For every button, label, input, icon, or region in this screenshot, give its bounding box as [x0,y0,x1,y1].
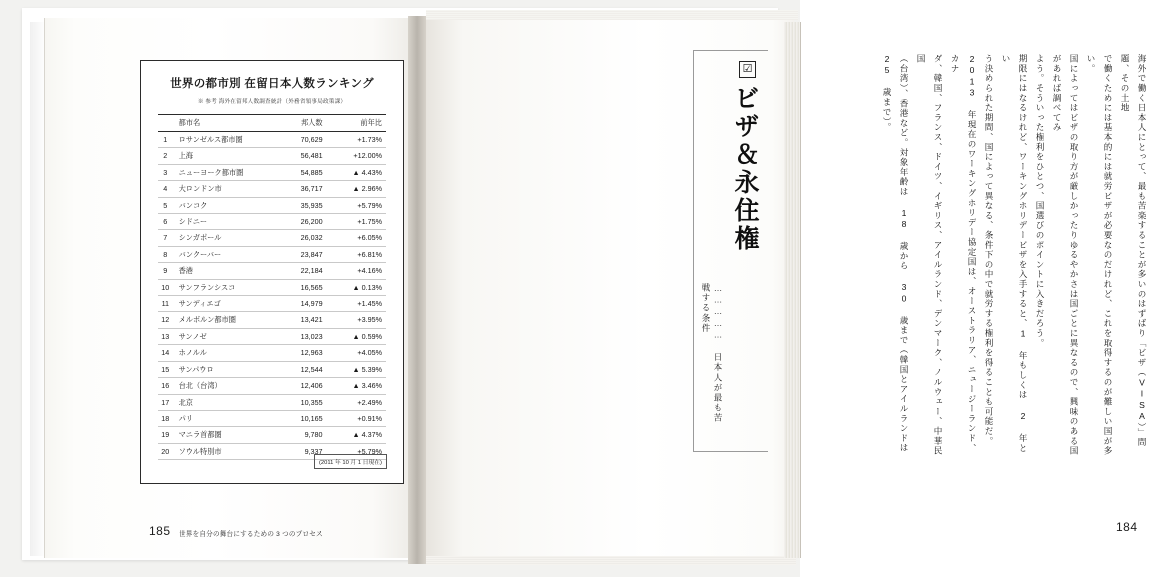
body-column-1: 海外で働く日本人にとって、最も苦楽することが多いのはずばり「ビザ（VISA）」問題、その土地 [1120,54,1147,448]
cell-city: 香港 [173,263,276,279]
cell-rank: 6 [158,214,173,230]
table-row [158,410,386,426]
cell-yoy: +2.49% [331,394,386,410]
cell-rank: 11 [158,296,173,312]
cell-rank: 13 [158,328,173,344]
cell-people: 36,717 [276,181,331,197]
chapter-subtitle: …………… 日本人が最も苦戦する条件 [701,283,723,424]
cell-rank: 19 [158,427,173,443]
body-column-8: ダ、韓国、フランス、ドイツ、イギリス、アイルランド、デンマーク、ノルウェー、中華民国 [916,54,943,456]
cell-people: 22,184 [276,263,331,279]
table-row [158,164,386,180]
table-row [158,345,386,361]
cell-people: 16,565 [276,279,331,295]
cell-rank: 2 [158,148,173,164]
chapter-heading-block [693,50,768,452]
page-edges-bottom [426,556,796,565]
cell-yoy: +5.79% [331,197,386,213]
cell-people: 12,544 [276,361,331,377]
table-row [158,279,386,295]
cell-people: 9,780 [276,427,331,443]
cell-rank: 1 [158,132,173,148]
table-row [158,328,386,344]
cell-rank: 18 [158,410,173,426]
body-column-5: 期限にはなるけれど、ワーキングホリデービザを入手すると、1 年もしくは 2 年とい [1001,54,1028,453]
table-title: 世界の都市別 在留日本人数ランキング [170,78,374,90]
cell-yoy: +6.05% [331,230,386,246]
cell-yoy: ▲ 5.39% [331,361,386,377]
cell-rank: 5 [158,197,173,213]
table-footnote: (2011 年 10 月 1 日現在) [314,454,387,469]
body-text-columns [850,54,1150,474]
body-column-6: う決められた期間、国によって異なる、条件下の中で就労する権利を得ることも可能だ。 [984,54,994,446]
cell-people: 23,847 [276,246,331,262]
table-row [158,148,386,164]
table-header-row [158,115,386,132]
cell-yoy: +1.73% [331,132,386,148]
cell-people: 14,979 [276,296,331,312]
cell-people: 56,481 [276,148,331,164]
cell-people: 10,165 [276,410,331,426]
cell-yoy: +4.16% [331,263,386,279]
cell-yoy: +1.45% [331,296,386,312]
body-column-9: （台湾）、香港など。対象年齢は 18 歳から 30 歳まで（韓国とアイルランドは 25 歳まで）。 [882,54,909,465]
cell-people: 13,421 [276,312,331,328]
cell-city: メルボルン都市圏 [173,312,276,328]
left-page [44,18,417,558]
cell-yoy: +4.05% [331,345,386,361]
table-row [158,361,386,377]
left-page-number: 185 [149,524,171,538]
body-column-3: 国によってはビザの取り方が厳しかったりゆるやかさは国ごとに異なるので、興味のある国があれば調べてみ [1052,54,1079,456]
cell-yoy: +3.95% [331,312,386,328]
cell-city: マニラ首都圏 [173,427,276,443]
cell-city: バンクーバー [173,246,276,262]
table-row [158,230,386,246]
col-header-people: 邦人数 [276,115,331,132]
table-row [158,197,386,213]
cell-city: 台北（台湾） [173,378,276,394]
cell-yoy: +5.79% [331,443,386,459]
cell-yoy: ▲ 0.13% [331,279,386,295]
cell-rank: 9 [158,263,173,279]
ranking-table [158,114,386,460]
right-page [426,14,1147,562]
cell-people: 13,023 [276,328,331,344]
chapter-title: ビザ＆永住権 [731,85,759,253]
cell-city: ニューヨーク都市圏 [173,164,276,180]
body-column-4: よう。そういった権利をひとつ、国選びのポイントに入きだろう。 [1035,54,1045,348]
left-running-head: 世界を自分の舞台にするための 3 つのプロセス [179,531,323,538]
cell-yoy: ▲ 4.43% [331,164,386,180]
table-row [158,427,386,443]
table-row [158,246,386,262]
cell-city: サンフランシスコ [173,279,276,295]
cell-yoy: +1.75% [331,214,386,230]
cell-yoy: ▲ 4.37% [331,427,386,443]
table-row [158,263,386,279]
cell-yoy: +0.91% [331,410,386,426]
cell-people: 35,935 [276,197,331,213]
cell-people: 26,032 [276,230,331,246]
table-row [158,312,386,328]
cell-people: 10,355 [276,394,331,410]
cell-rank: 12 [158,312,173,328]
cell-rank: 4 [158,181,173,197]
table-row [158,214,386,230]
table-row [158,296,386,312]
col-header-city: 都市名 [173,115,276,132]
cell-rank: 14 [158,345,173,361]
table-row [158,132,386,148]
right-page-number: 184 [1116,520,1138,534]
cell-rank: 3 [158,164,173,180]
cell-yoy: +6.81% [331,246,386,262]
cell-rank: 7 [158,230,173,246]
cell-city: シンガポール [173,230,276,246]
cell-people: 26,200 [276,214,331,230]
cell-people: 54,885 [276,164,331,180]
cell-rank: 15 [158,361,173,377]
table-source-note: ※ 参考 海外在留邦人数調査統計（外務省領事局政策課） [197,99,347,105]
cell-people: 70,629 [276,132,331,148]
cell-yoy: ▲ 3.46% [331,378,386,394]
ranking-table-box [140,60,404,484]
cell-city: ロサンゼルス都市圏 [173,132,276,148]
cell-city: ホノルル [173,345,276,361]
cell-city: サンパウロ [173,361,276,377]
table-row [158,181,386,197]
body-column-2: で働くためには基本的には就労ビザが必要なのだけれど、これを取得するのが難しい国が多い。 [1086,54,1113,456]
page-edges-top [426,10,798,20]
open-book [22,8,1147,560]
cell-city: パリ [173,410,276,426]
cell-city: 大ロンドン市 [173,181,276,197]
cell-city: 上海 [173,148,276,164]
col-header-rank [158,115,173,132]
table-row [158,378,386,394]
cell-city: ソウル特別市 [173,443,276,459]
cell-rank: 17 [158,394,173,410]
col-header-yoy: 前年比 [331,115,386,132]
page-edges-right [784,22,801,558]
cell-rank: 10 [158,279,173,295]
cell-city: シドニー [173,214,276,230]
cell-city: サンディエゴ [173,296,276,312]
body-column-7: 2013 年現在のワーキングホリデー協定国は、オーストラリア、ニュージーランド、カナ [950,54,977,453]
cell-city: サンノゼ [173,328,276,344]
table-row [158,394,386,410]
checkbox-icon: ☑ [739,61,756,78]
cell-rank: 8 [158,246,173,262]
cell-yoy: ▲ 0.59% [331,328,386,344]
cell-people: 12,406 [276,378,331,394]
cell-city: 北京 [173,394,276,410]
cell-people: 12,963 [276,345,331,361]
cell-rank: 16 [158,378,173,394]
cell-people: 9,337 [276,443,331,459]
cell-yoy: +12.00% [331,148,386,164]
cell-rank: 20 [158,443,173,459]
cell-city: バンコク [173,197,276,213]
cell-yoy: ▲ 2.96% [331,181,386,197]
